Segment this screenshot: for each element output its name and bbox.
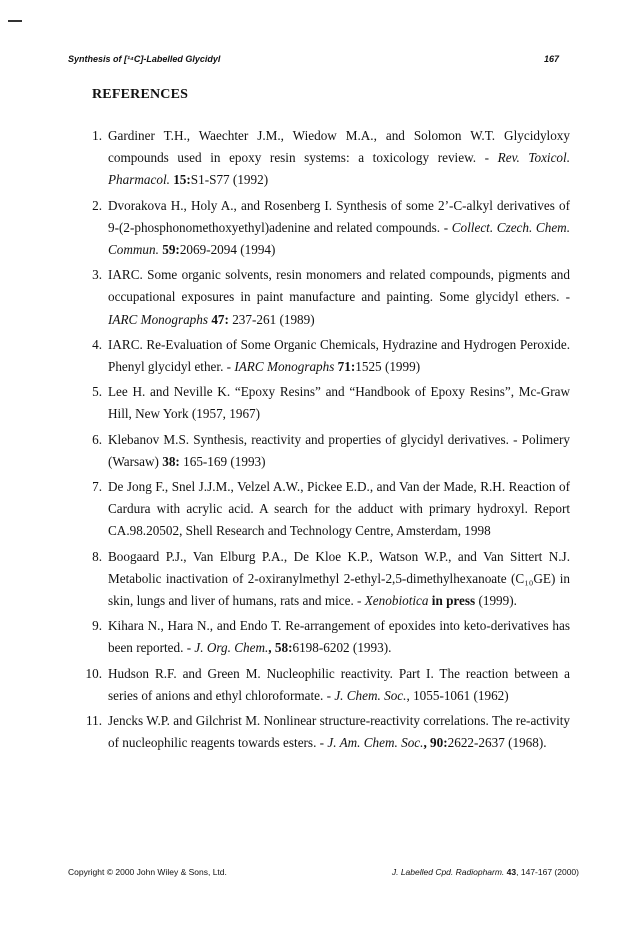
reference-number: 4. — [92, 336, 102, 352]
reference-journal: J. Chem. Soc. — [334, 687, 407, 703]
reference-item — [80, 125, 570, 192]
footer-pages: , 147-167 (2000) — [516, 867, 579, 877]
reference-journal: IARC Monographs — [108, 311, 209, 327]
reference-volume: 59: — [158, 242, 180, 258]
reference-pages: 237-261 (1989) — [228, 311, 315, 327]
reference-item — [80, 429, 570, 473]
copyright-notice: Copyright © 2000 John Wiley & Sons, Ltd. — [68, 867, 227, 877]
reference-volume: , 58: — [268, 640, 293, 656]
reference-number: 6. — [92, 431, 102, 447]
reference-volume: , 90: — [423, 735, 448, 751]
reference-volume: in press — [428, 593, 476, 609]
footer-volume: 43 — [504, 867, 517, 877]
reference-item — [80, 663, 570, 707]
reference-item — [80, 334, 570, 378]
reference-volume: 47: — [208, 311, 229, 327]
reference-journal: Collect. Czech. Chem. Commun. — [108, 219, 570, 258]
journal-citation — [392, 867, 579, 877]
reference-pages: S1-S77 (1992) — [190, 172, 269, 188]
reference-item — [80, 546, 570, 613]
reference-journal: Xenobiotica — [364, 593, 429, 609]
reference-journal: J. Org. Chem. — [194, 640, 269, 656]
reference-pages: 165-169 (1993) — [179, 453, 266, 469]
reference-text: Jencks W.P. and Gilchrist M. Nonlinear structure-reactivity correlations. The re-activity of nucleophilic reagents towards esters. - — [108, 713, 570, 751]
reference-pages: 6198-6202 (1993). — [292, 640, 392, 656]
reference-volume: 15: — [169, 172, 191, 188]
reference-text: Lee H. and Neville K. “Epoxy Resins” and “Handbook of Epoxy Resins”, Mc-Graw Hill, New York (1957, 1967) — [108, 384, 570, 422]
reference-item — [80, 264, 570, 331]
reference-journal: IARC Monographs — [234, 359, 335, 375]
reference-journal: Rev. Toxicol. Pharmacol. — [108, 150, 570, 188]
reference-pages: (1999). — [475, 593, 517, 609]
scan-mark — [8, 20, 22, 22]
reference-item — [80, 710, 570, 754]
footer-journal: J. Labelled Cpd. Radiopharm. — [391, 867, 505, 877]
reference-text: De Jong F., Snel J.J.M., Velzel A.W., Pickee E.D., and Van der Made, R.H. Reaction of Cardura with acrylic acid. A search for the adduct with primary hydroxyl. Report CA.98.20502, Shell Research and Technology Centre, Amsterdam, 1998 — [108, 479, 570, 539]
references-heading: REFERENCES — [92, 87, 189, 102]
reference-volume: 71: — [334, 359, 356, 375]
reference-number: 3. — [92, 267, 102, 283]
reference-text: Hudson R.F. and Green M. Nucleophilic reactivity. Part I. The reaction between a series of anions and ethyl chloroformate. - — [108, 665, 570, 703]
page-number: 167 — [543, 54, 559, 64]
page-header — [68, 54, 559, 68]
reference-pages: 2069-2094 (1994) — [179, 242, 276, 258]
reference-pages: , 1055-1061 (1962) — [406, 687, 509, 703]
reference-text: Klebanov M.S. Synthesis, reactivity and properties of glycidyl derivatives. - Polimery (Warsaw) — [108, 431, 570, 469]
reference-text: IARC. Re-Evaluation of Some Organic Chemicals, Hydrazine and Hydrogen Peroxide. Phenyl glycidyl ether. - — [108, 336, 570, 375]
reference-number: 10. — [85, 665, 102, 681]
reference-number: 9. — [92, 618, 102, 634]
running-title: Synthesis of [¹⁴C]-Labelled Glycidyl — [68, 54, 221, 64]
reference-number: 2. — [92, 197, 102, 213]
reference-text: Gardiner T.H., Waechter J.M., Wiedow M.A., and Solomon W.T. Glycidyloxy compounds used in epoxy resin systems: a toxicology review. - — [108, 128, 570, 166]
reference-number: 7. — [92, 479, 102, 495]
reference-item — [80, 381, 570, 425]
reference-journal: J. Am. Chem. Soc. — [327, 735, 424, 751]
reference-number: 1. — [92, 128, 102, 143]
reference-item — [80, 615, 570, 659]
reference-list — [80, 125, 570, 757]
reference-volume: 38: — [158, 453, 180, 469]
reference-item — [80, 195, 570, 262]
reference-text: Boogaard P.J., Van Elburg P.A., De Kloe K.P., Watson W.P., and Van Sittert N.J. Metabolic inactivation of 2-oxiranylmethyl 2-ethyl-2,5-dimethylhexanoate (C₁₀GE) in skin, lungs and liver of humans, rats and mice. - — [108, 548, 570, 609]
reference-pages: 1525 (1999) — [355, 359, 421, 375]
reference-number: 8. — [92, 548, 102, 564]
reference-pages: 2622-2637 (1968). — [447, 735, 547, 751]
reference-text: Kihara N., Hara N., and Endo T. Re-arrangement of epoxides into keto-derivatives has been reported. - — [108, 618, 570, 656]
reference-number: 11. — [86, 713, 102, 729]
reference-item — [80, 476, 570, 543]
reference-text: IARC. Some organic solvents, resin monomers and related compounds, pigments and occupational exposures in paint manufacture and painting. Some glycidyl ethers. - — [108, 267, 570, 305]
reference-number: 5. — [92, 384, 102, 400]
reference-text: Dvorakova H., Holy A., and Rosenberg I. Synthesis of some 2’-C-alkyl derivatives of 9-(2-phosphonomethoxyethyl)adenine and related compounds. - — [108, 197, 570, 235]
